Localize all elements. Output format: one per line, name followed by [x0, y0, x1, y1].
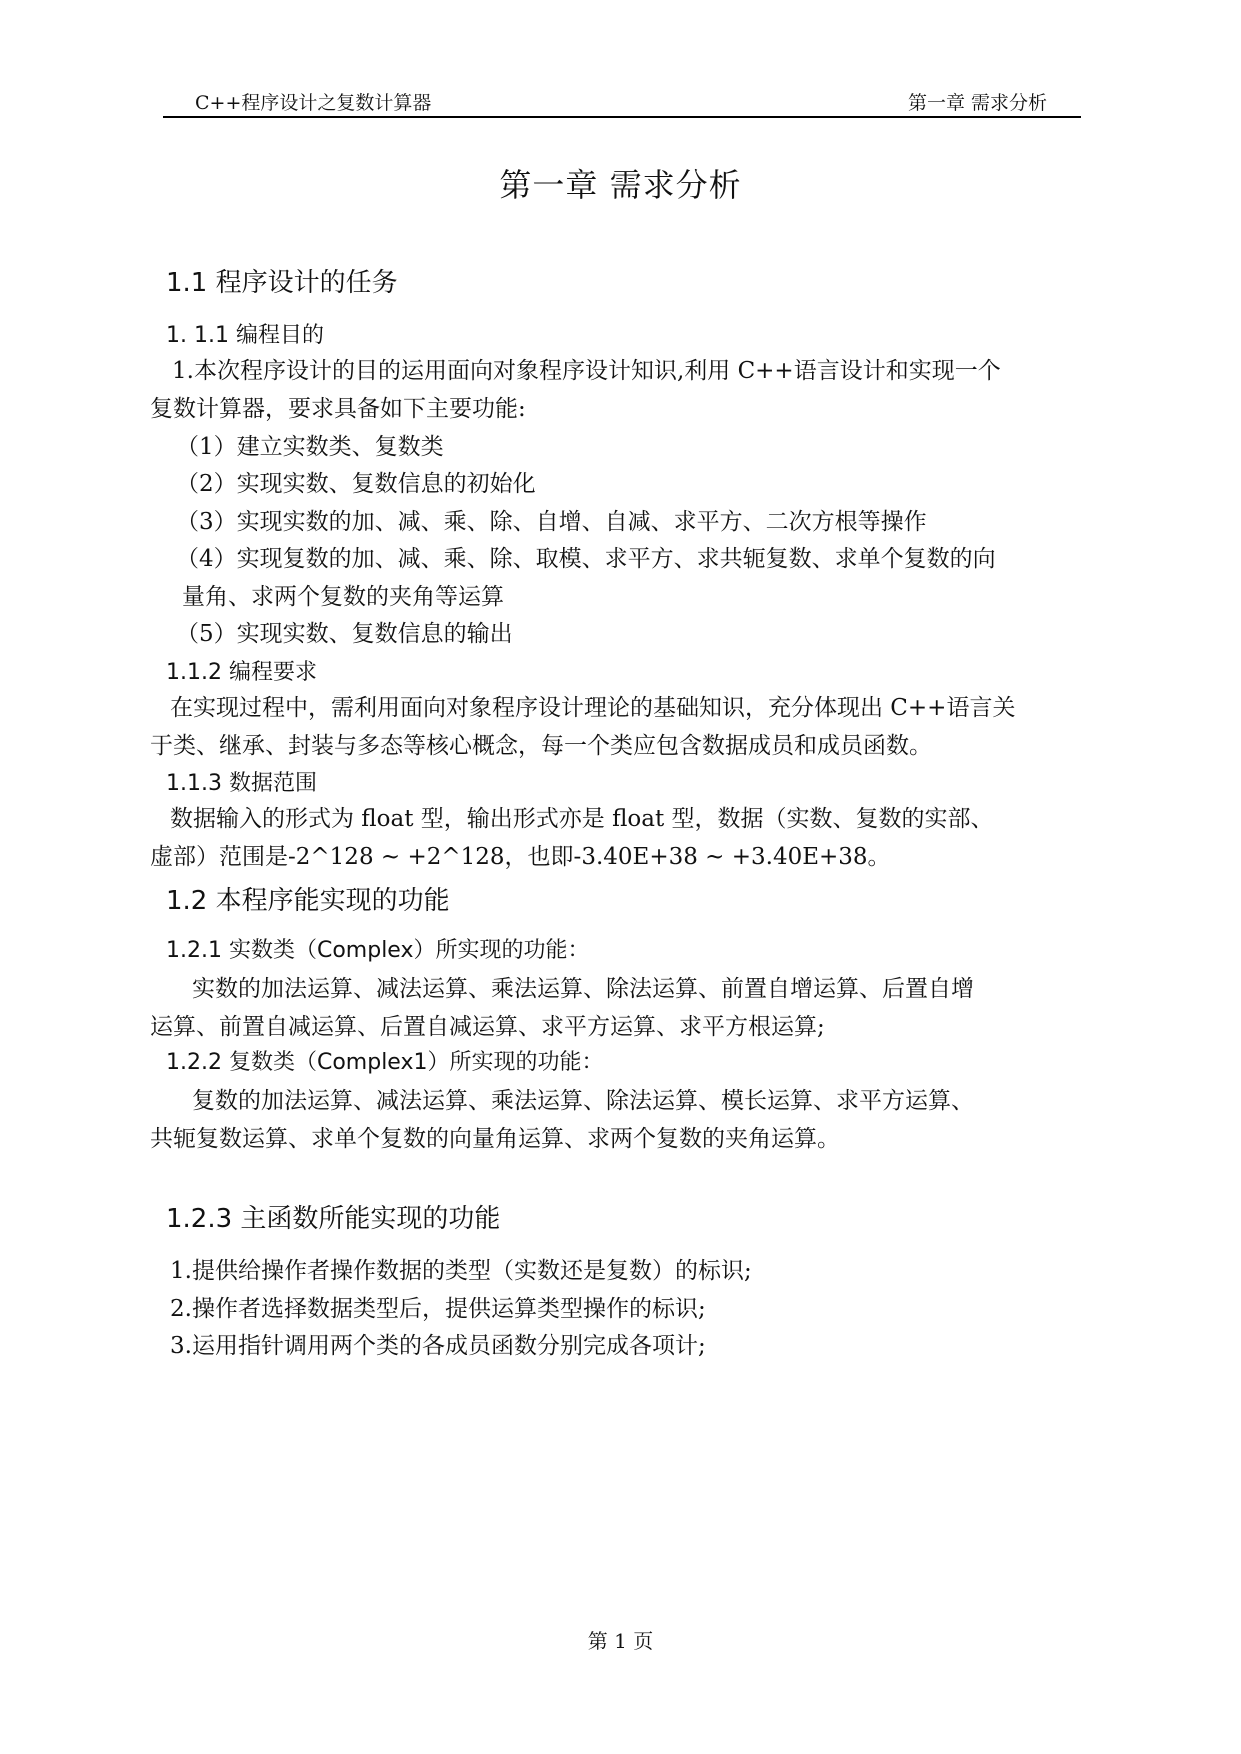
page-number: 第 1 页 [587, 1629, 654, 1653]
section-1-2-3-title: 1.2.3 主函数所能实现的功能 [166, 1204, 501, 1234]
list-item: 3.运用指针调用两个类的各成员函数分别完成各项计; [170, 1333, 706, 1359]
paragraph-line: 虚部）范围是-2^128 ~ +2^128，也即-3.40E+38 ~ +3.40E+38。 [150, 844, 891, 870]
list-item: （2）实现实数、复数信息的初始化 [176, 471, 536, 497]
list-item: （3）实现实数的加、减、乘、除、自增、自减、求平方、二次方根等操作 [176, 509, 927, 535]
paragraph-line: 1.本次程序设计的目的运用面向对象程序设计知识,利用 C++语言设计和实现一个 [172, 358, 1001, 384]
section-1-2-2-title: 1.2.2 复数类（Complex1）所实现的功能： [166, 1050, 604, 1075]
list-item-continuation: 量角、求两个复数的夹角等运算 [182, 584, 504, 610]
list-item: 1.提供给操作者操作数据的类型（实数还是复数）的标识; [170, 1258, 752, 1284]
list-item: 2.操作者选择数据类型后，提供运算类型操作的标识; [170, 1296, 706, 1322]
paragraph-line: 数据输入的形式为 float 型，输出形式亦是 float 型，数据（实数、复数的实部、 [170, 806, 994, 832]
section-1-1-2-title: 1.1.2 编程要求 [166, 660, 317, 685]
section-1-2-title: 1.2 本程序能实现的功能 [166, 886, 450, 916]
section-1-1-title: 1.1 程序设计的任务 [166, 268, 398, 298]
running-header [163, 86, 1081, 118]
section-1-1-1-title: 1. 1.1 编程目的 [166, 323, 324, 348]
section-1-2-1-title: 1.2.1 实数类（Complex）所实现的功能： [166, 938, 590, 963]
header-chapter: 第一章 需求分析 [907, 92, 1047, 114]
list-item: （5）实现实数、复数信息的输出 [176, 621, 513, 647]
section-1-1-3-title: 1.1.3 数据范围 [166, 771, 317, 796]
paragraph-line: 运算、前置自减运算、后置自减运算、求平方运算、求平方根运算; [150, 1014, 825, 1040]
paragraph-line: 于类、继承、封装与多态等核心概念，每一个类应包含数据成员和成员函数。 [150, 733, 932, 759]
chapter-title: 第一章 需求分析 [499, 166, 742, 204]
list-item: （4）实现复数的加、减、乘、除、取模、求平方、求共轭复数、求单个复数的向 [176, 546, 996, 572]
list-item: （1）建立实数类、复数类 [176, 434, 444, 460]
paragraph-line: 复数的加法运算、减法运算、乘法运算、除法运算、模长运算、求平方运算、 [192, 1088, 974, 1114]
header-doc-title: C++程序设计之复数计算器 [195, 92, 432, 114]
paragraph-line: 共轭复数运算、求单个复数的向量角运算、求两个复数的夹角运算。 [150, 1126, 840, 1152]
paragraph-line: 实数的加法运算、减法运算、乘法运算、除法运算、前置自增运算、后置自增 [192, 976, 974, 1002]
paragraph-line: 在实现过程中，需利用面向对象程序设计理论的基础知识，充分体现出 C++语言关 [170, 695, 1016, 721]
paragraph-line: 复数计算器，要求具备如下主要功能: [150, 396, 526, 422]
